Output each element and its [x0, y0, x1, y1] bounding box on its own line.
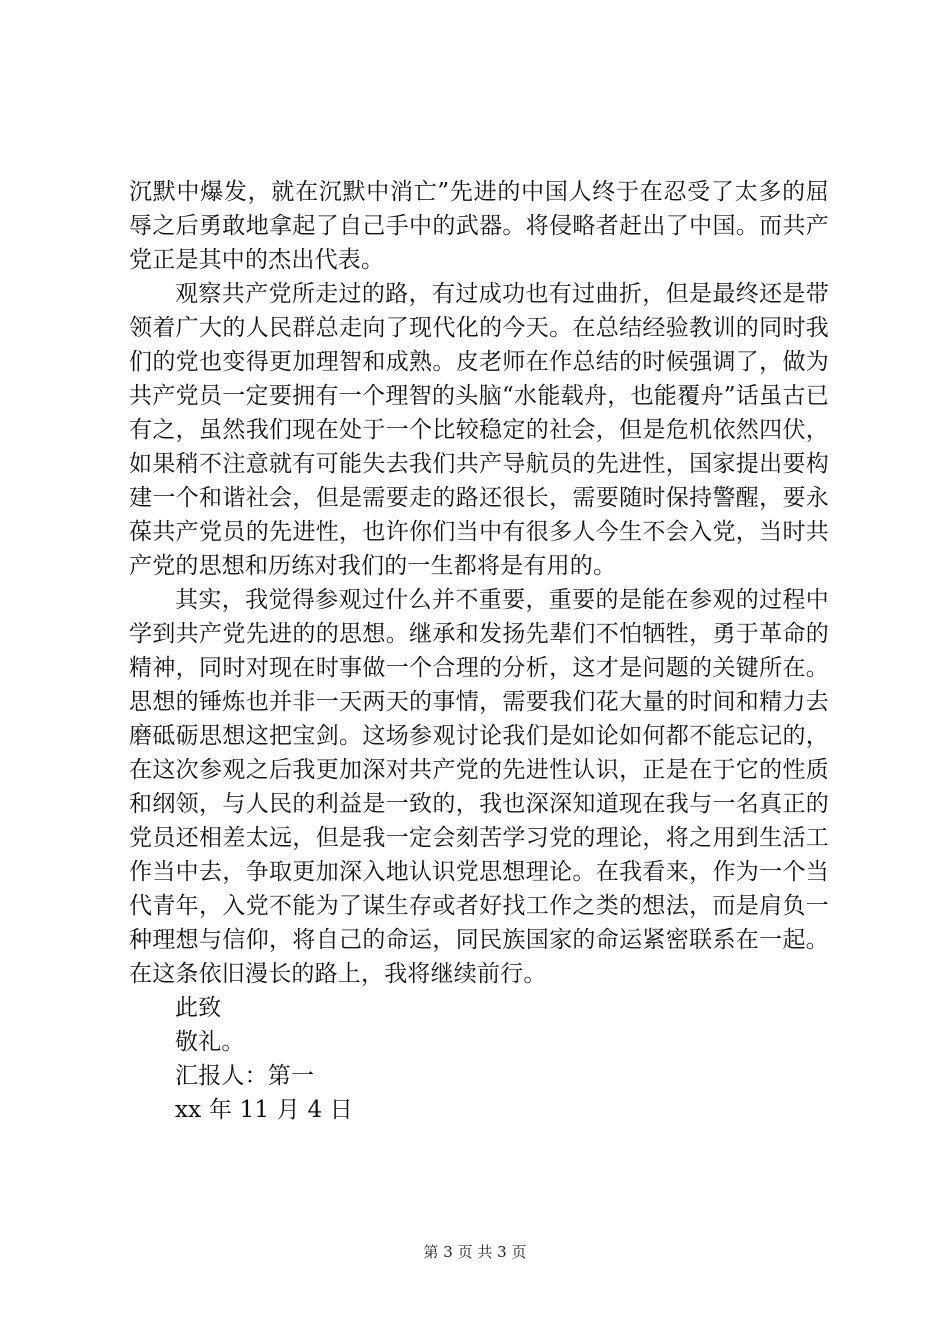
date-line: xx 年 11 月 4 日	[175, 1097, 353, 1123]
page-number: 第 3 页 共 3 页	[423, 1243, 527, 1261]
reporter-line: 汇报人：第一	[175, 1063, 315, 1089]
paragraph-2: 观察共产党所走过的路，有过成功也有过曲折，但是最终还是带领着广大的人民群总走向了现代化的今天。在总结经验教训的同时我们的党也变得更加理智和成熟。皮老师在作总结的时候强调了，做为共产党员一定要拥有一个理智的头脑“水能载舟，也能覆舟”话虽古已有之，虽然我们现在处于一个比较稳定的社会，但是危机依然四伏，如果稍不注意就有可能失去我们共产导航员的先进性，国家提出要构建一个和谐社会，但是需要走的路还很长，需要随时保持警醒，要永葆共产党员的先进性，也许你们当中有很多人今生不会入党，当时共产党的思想和历练对我们的一生都将是有用的。	[129, 281, 829, 579]
page-footer	[0, 1242, 950, 1262]
document-body	[129, 175, 829, 1127]
salutation: 此致	[175, 995, 222, 1021]
paragraph-1: 沉默中爆发，就在沉默中消亡”先进的中国人终于在忍受了太多的屈辱之后勇敢地拿起了自己手中的武器。将侵略者赶出了中国。而共产党正是其中的杰出代表。	[129, 179, 829, 273]
paragraph-3: 其实，我觉得参观过什么并不重要，重要的是能在参观的过程中学到共产党先进的的思想。继承和发扬先辈们不怕牺牲，勇于革命的精神，同时对现在时事做一个合理的分析，这才是问题的关键所在。思想的锤炼也并非一天两天的事情，需要我们花大量的时间和精力去磨砥砺思想这把宝剑。这场参观讨论我们是如论如何都不能忘记的，在这次参观之后我更加深对共产党的先进性认识，正是在于它的性质和纲领，与人民的利益是一致的，我也深深知道现在我与一名真正的党员还相差太远，但是我一定会刻苦学习党的理论，将之用到生活工作当中去，争取更加深入地认识党思想理论。在我看来，作为一个当代青年，入党不能为了谋生存或者好找工作之类的想法，而是肩负一种理想与信仰，将自己的命运，同民族国家的命运紧密联系在一起。在这条依旧漫长的路上，我将继续前行。	[129, 587, 829, 987]
respect-line: 敬礼。	[175, 1029, 245, 1055]
